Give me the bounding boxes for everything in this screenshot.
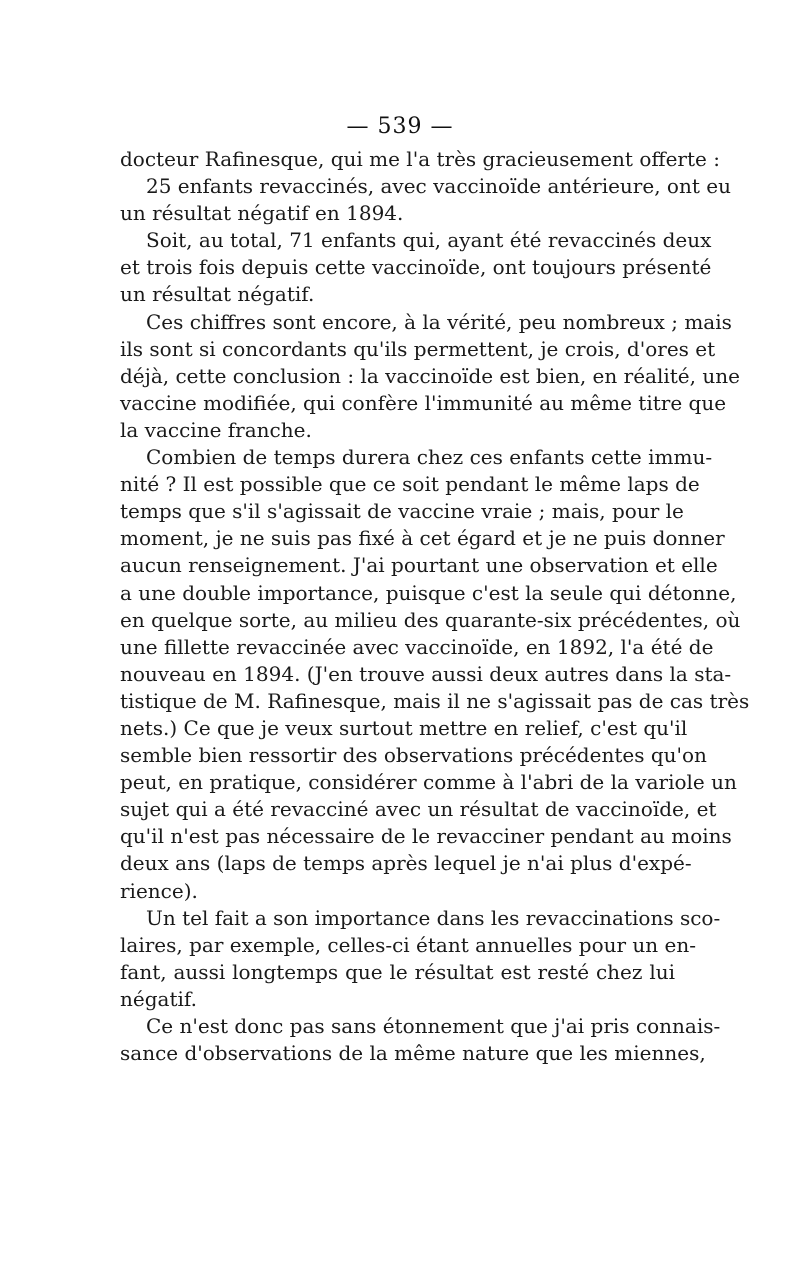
text-line: qu'il n'est pas nécessaire de le revacciner pendant au moins	[120, 824, 732, 849]
text-line: aucun renseignement. J'ai pourtant une observation et elle	[120, 553, 718, 578]
page-number: — 539 —	[346, 114, 454, 139]
text-line: en quelque sorte, au milieu des quarante-six précédentes, où	[120, 607, 741, 632]
text-line: nets.) Ce que je veux surtout mettre en relief, c'est qu'il	[120, 715, 688, 740]
text-line: peut, en pratique, considérer comme à l'abri de la variole un	[120, 770, 737, 795]
text-line: 25 enfants revaccinés, avec vaccinoïde antérieure, ont eu	[146, 174, 731, 199]
text-line: fant, aussi longtemps que le résultat est resté chez lui	[120, 959, 675, 984]
text-line: temps que s'il s'agissait de vaccine vraie ; mais, pour le	[120, 499, 684, 524]
text-line: négatif.	[120, 986, 197, 1011]
text-line: sujet qui a été revacciné avec un résultat de vaccinoïde, et	[120, 797, 717, 822]
text-line: un résultat négatif en 1894.	[120, 201, 404, 226]
text-line: et trois fois depuis cette vaccinoïde, ont toujours présenté	[120, 255, 712, 280]
text-line: vaccine modifiée, qui confère l'immunité au même titre que	[120, 390, 727, 415]
text-line: semble bien ressortir des observations précédentes qu'on	[120, 743, 707, 768]
text-line: nouveau en 1894. (J'en trouve aussi deux autres dans la sta-	[120, 661, 732, 686]
text-line: un résultat négatif.	[120, 282, 315, 307]
text-line: rience).	[120, 878, 198, 903]
text-line: moment, je ne suis pas fixé à cet égard et je ne puis donner	[120, 526, 725, 551]
text-line: Ce n'est donc pas sans étonnement que j'ai pris connais-	[146, 1014, 721, 1038]
text-line: docteur Rafinesque, qui me l'a très gracieusement offerte :	[120, 147, 720, 171]
text-line: Ces chiffres sont encore, à la vérité, peu nombreux ; mais	[146, 309, 732, 334]
text-line: laires, par exemple, celles-ci étant annuelles pour un en-	[120, 932, 697, 957]
text-line: Combien de temps durera chez ces enfants cette immu-	[146, 445, 713, 470]
text-line: déjà, cette conclusion : la vaccinoïde est bien, en réalité, une	[120, 363, 740, 388]
text-line: une fillette revaccinée avec vaccinoïde, en 1892, l'a été de	[120, 634, 714, 659]
body-text	[120, 146, 750, 1067]
text-line: deux ans (laps de temps après lequel je n'ai plus d'expé-	[120, 851, 692, 876]
text-line: Soit, au total, 71 enfants qui, ayant été revaccinés deux	[146, 228, 712, 253]
text-line: la vaccine franche.	[120, 417, 312, 442]
text-line: a une double importance, puisque c'est la seule qui détonne,	[120, 580, 737, 605]
text-line: sance d'observations de la même nature que les miennes,	[120, 1041, 706, 1066]
text-line: ils sont si concordants qu'ils permettent, je crois, d'ores et	[120, 336, 716, 361]
text-line: nité ? Il est possible que ce soit pendant le même laps de	[120, 472, 700, 497]
text-line: tistique de M. Rafinesque, mais il ne s'agissait pas de cas très	[120, 688, 750, 713]
text-line: Un tel fait a son importance dans les revaccinations sco-	[146, 905, 721, 930]
